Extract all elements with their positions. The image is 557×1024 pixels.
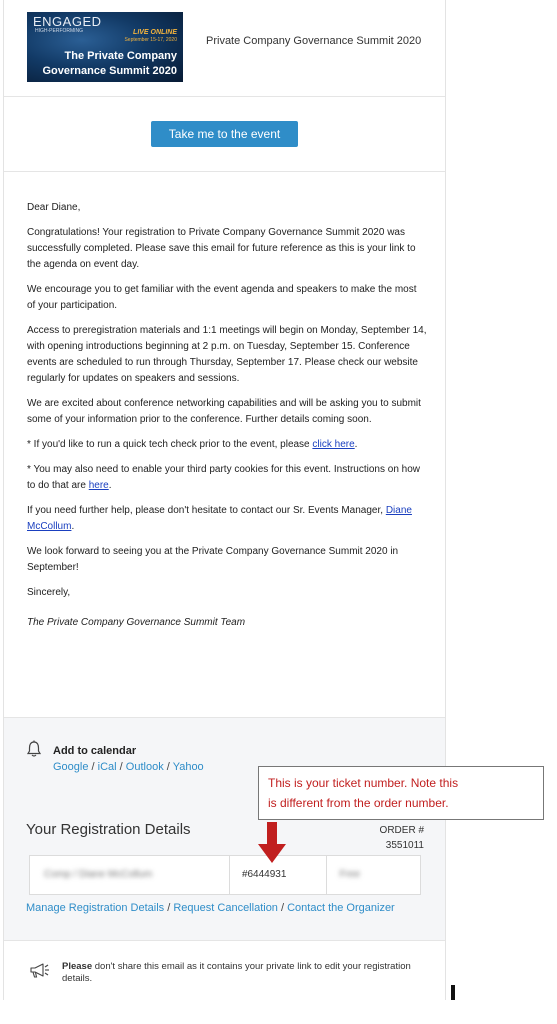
signoff: Sincerely, — [27, 587, 71, 598]
arrow-down-icon — [256, 822, 288, 864]
google-calendar-link[interactable]: Google — [53, 761, 89, 773]
separator: / — [163, 761, 173, 773]
event-title: Private Company Governance Summit 2020 — [206, 35, 422, 47]
paragraph-agenda: We encourage you to get familiar with the event agenda and speakers to make the most of your participation. — [27, 284, 417, 311]
cookies-end: . — [108, 480, 112, 491]
here-link[interactable]: here — [88, 480, 109, 491]
paragraph-tech-check — [27, 437, 427, 453]
tech-check-text: * If you'd like to run a quick tech check prior to the event, please — [27, 439, 313, 450]
ticket-table — [29, 855, 421, 895]
events-manager-link[interactable]: Diane McCollum — [27, 505, 412, 532]
megaphone-icon — [28, 961, 50, 979]
ticket-attendee-cell — [30, 856, 230, 894]
annotation-line2: is different from the order number. — [268, 796, 449, 810]
ticket-attendee: Comp / Diane McCollum — [44, 869, 153, 880]
separator: / — [164, 902, 174, 914]
paragraph-congratulations: Congratulations! Your registration to Private Company Governance Summit 2020 was successfully completed. Please save this email for future reference as this is your link to the agenda on event day. — [27, 227, 416, 270]
paragraph-cookies — [27, 462, 427, 494]
annotation-line1: This is your ticket number. Note this — [268, 776, 459, 790]
yahoo-link[interactable]: Yahoo — [172, 761, 204, 773]
tech-check-end: . — [354, 439, 358, 450]
cookies-text: * You may also need to enable your third party cookies for this event. Instructions on how to do that are — [27, 464, 421, 491]
banner-live-dates-text: September 15-17, 2020 — [124, 37, 177, 43]
email-body — [27, 200, 427, 640]
calendar-links — [53, 761, 204, 773]
ticket-number-annotation — [258, 766, 544, 820]
paragraph-schedule: Access to preregistration materials and 1:1 meetings will begin on Monday, September 14, with opening introductions beginning at 2 p.m. on Tuesday, September 15. Conference events are scheduled to run through Thursday, September 17. Please check our website regularly for updates on speakers and sessions. — [27, 325, 427, 384]
separator: / — [116, 761, 126, 773]
event-banner-logo — [27, 12, 183, 82]
order-number: 3551011 — [385, 840, 424, 851]
ical-link[interactable]: iCal — [97, 761, 117, 773]
email-header — [4, 0, 445, 97]
outlook-link[interactable]: Outlook — [125, 761, 164, 773]
privacy-notice-text: don't share this email as it contains your private link to edit your registration details. — [62, 961, 411, 984]
add-to-calendar-title: Add to calendar — [53, 745, 137, 757]
registration-links — [26, 902, 395, 914]
ticket-price-cell — [327, 856, 420, 894]
privacy-footer — [4, 940, 445, 1000]
cta-section — [4, 98, 445, 172]
banner-title-line1: The Private Company — [64, 50, 177, 62]
paragraph-help — [27, 503, 427, 535]
order-label: ORDER # — [379, 825, 424, 836]
bell-icon — [26, 740, 42, 758]
help-text: If you need further help, please don't hesitate to contact our Sr. Events Manager, — [27, 505, 386, 516]
paragraph-look-forward: We look forward to seeing you at the Private Company Governance Summit 2020 in September! — [27, 546, 399, 573]
greeting: Dear Diane, — [27, 202, 81, 213]
separator: / — [277, 902, 288, 914]
ticket-price: Free — [339, 869, 361, 880]
separator: / — [88, 761, 98, 773]
ticket-number: #6444931 — [241, 869, 287, 880]
privacy-notice-bold: Please — [62, 961, 93, 972]
request-cancellation-link[interactable]: Request Cancellation — [173, 902, 278, 914]
banner-title-line2: Governance Summit 2020 — [42, 65, 177, 77]
contact-organizer-link[interactable]: Contact the Organizer — [287, 902, 395, 914]
registration-details-title: Your Registration Details — [26, 821, 191, 838]
paragraph-networking: We are excited about conference networking capabilities and will be asking you to submit some of your information prior to the conference. Further details coming soon. — [27, 398, 421, 425]
privacy-notice — [62, 961, 422, 985]
manage-registration-link[interactable]: Manage Registration Details — [26, 902, 165, 914]
banner-engaged-text: ENGAGED — [33, 14, 102, 29]
banner-high-performing-text: HIGH-PERFORMING — [35, 28, 84, 34]
order-number-block — [344, 823, 424, 853]
take-me-to-event-button[interactable]: Take me to the event — [151, 121, 298, 147]
banner-live-online-text: LIVE ONLINE — [133, 29, 177, 36]
click-here-link[interactable]: click here — [312, 439, 355, 450]
email-container — [3, 0, 446, 1000]
help-end: . — [71, 521, 75, 532]
text-cursor-mark — [451, 985, 455, 1000]
team-signature: The Private Company Governance Summit Team — [27, 617, 246, 628]
